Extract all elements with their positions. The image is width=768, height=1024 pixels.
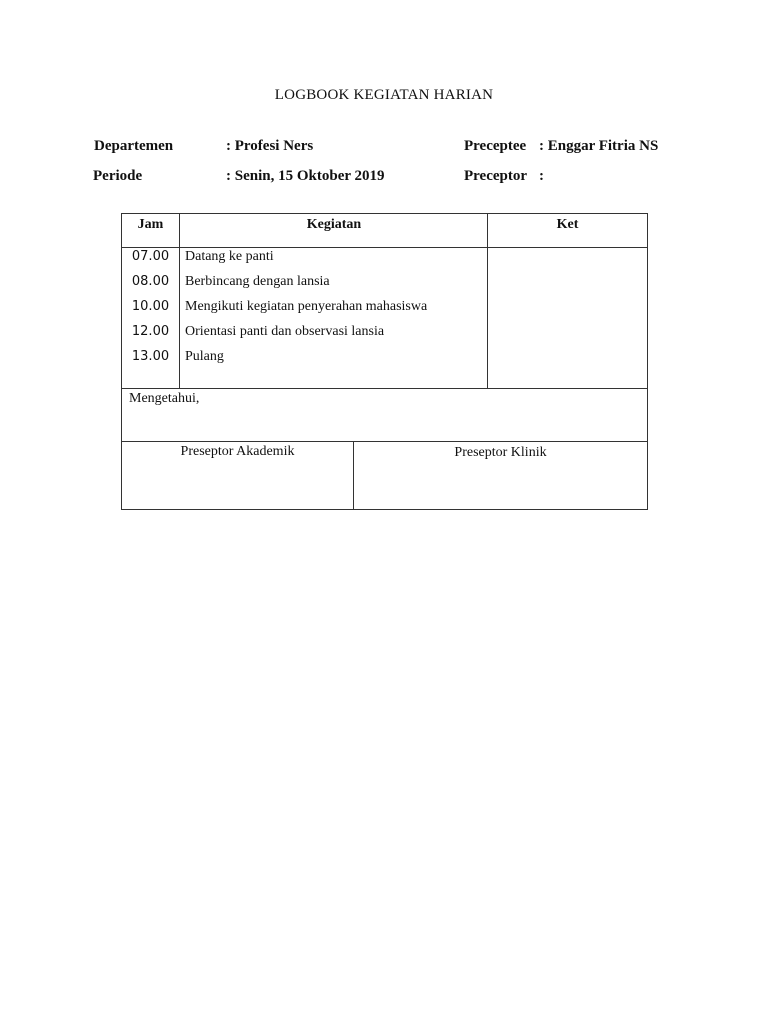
departemen-value: : Profesi Ners — [226, 138, 314, 154]
row-activity: Datang ke panti — [185, 249, 274, 264]
periode-label: Periode — [93, 168, 143, 184]
header-jam: Jam — [137, 217, 164, 232]
row-activity: Orientasi panti dan observasi lansia — [185, 324, 385, 339]
row-time: 07.00 — [131, 249, 170, 264]
document-title: LOGBOOK KEGIATAN HARIAN — [274, 87, 494, 103]
table-row — [122, 297, 487, 322]
table-body — [122, 247, 647, 389]
row-activity: Berbincang dengan lansia — [185, 274, 330, 289]
table-row — [122, 347, 487, 372]
preseptor-klinik-label: Preseptor Klinik — [454, 445, 547, 460]
preceptor-label: Preceptor — [464, 168, 528, 184]
logbook-table — [121, 213, 648, 510]
preceptee-label: Preceptee — [464, 138, 527, 154]
table-row — [122, 272, 487, 297]
row-time: 08.00 — [131, 274, 170, 289]
table-row — [122, 322, 487, 347]
preceptor-signature-row — [122, 442, 647, 509]
row-activity: Mengikuti kegiatan penyerahan mahasiswa — [185, 299, 428, 314]
signature-divider — [353, 442, 354, 509]
table-row — [122, 247, 487, 272]
periode-value: : Senin, 15 Oktober 2019 — [226, 168, 385, 184]
preseptor-akademik-label: Preseptor Akademik — [180, 444, 295, 459]
preceptee-value: : Enggar Fitria NS — [539, 138, 659, 154]
header-ket: Ket — [556, 217, 579, 232]
header-kegiatan: Kegiatan — [306, 217, 362, 232]
row-time: 13.00 — [131, 349, 170, 364]
preceptor-value: : — [539, 168, 544, 184]
departemen-label: Departemen — [94, 138, 174, 154]
acknowledgement-label: Mengetahui, — [129, 391, 200, 406]
row-activity: Pulang — [185, 349, 224, 364]
row-time: 12.00 — [131, 324, 170, 339]
row-time: 10.00 — [131, 299, 170, 314]
table-header — [122, 214, 647, 248]
acknowledgement-row — [122, 389, 647, 442]
